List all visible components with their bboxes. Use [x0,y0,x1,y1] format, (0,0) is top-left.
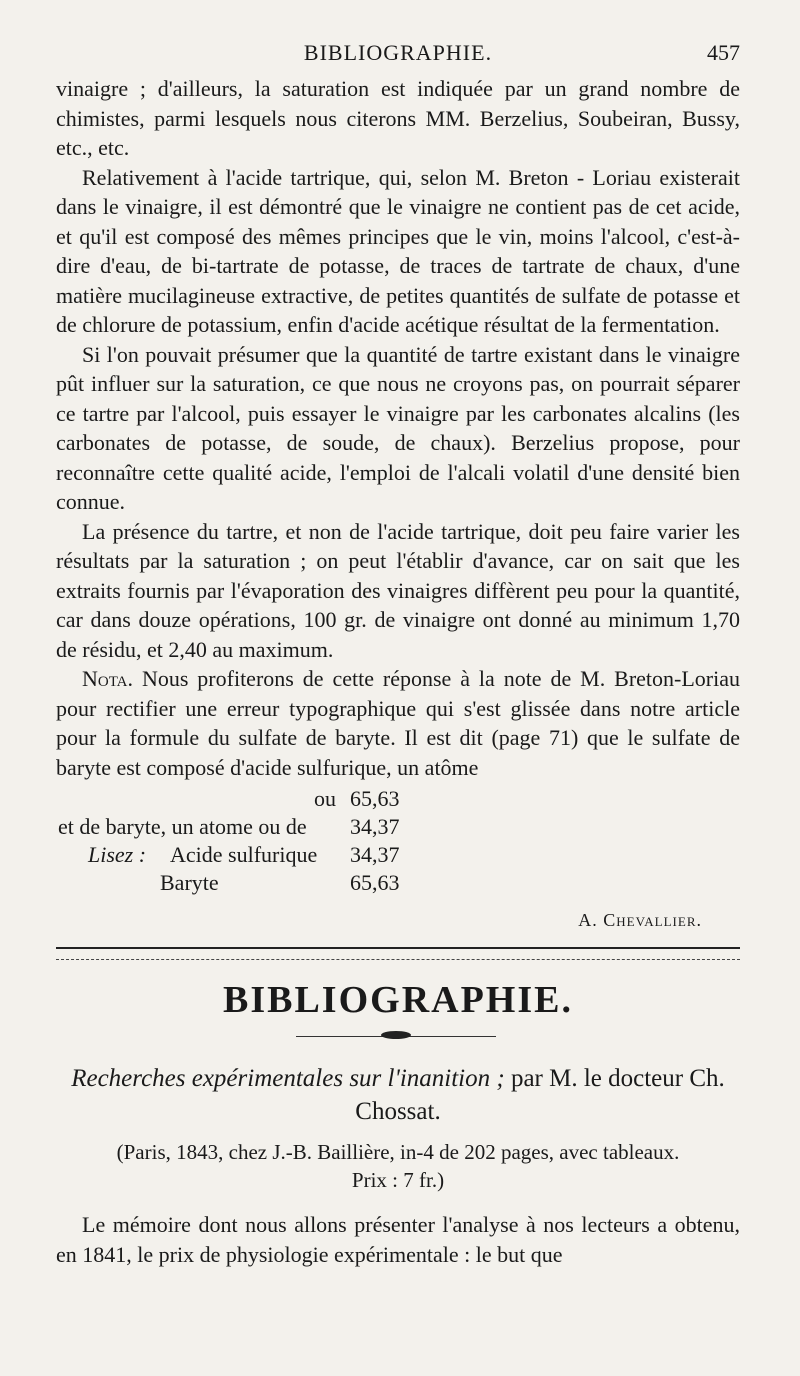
document-page [56,34,740,1269]
nota-label: Nota. [82,666,134,691]
publication-info: (Paris, 1843, chez J.-B. Baillière, in-4 de 202 pages, avec tableaux. [116,1140,680,1164]
paragraph-continuation: vinaigre ; d'ailleurs, la saturation est indiquée par un grand nombre de chimistes, parmi lesquels nous citerons MM. Berzelius, Soubeiran, Bussy, etc., etc. [56,76,740,160]
paragraph-saturation: Si l'on pouvait présumer que la quantité de tartre existant dans le vinaigre pût influer sur la saturation, ce que nous ne croyons pas, on pourrait séparer ce tartre par l'alcool, puis essayer le vinaigre par les carbonates alcalins (les carbonates de potasse, de soude, de chaux). Berzelius propose, pour reconnaître cette qualité acide, l'emploi de l'alcali volatil d'une densité bien connue. [56,341,740,514]
paragraph-intro: Le mémoire dont nous allons présenter l'analyse à nos lecteurs a obtenu, en 1841, le prix de physiologie expérimentale : le but que [56,1212,740,1267]
paragraph-tartaric-acid: Relativement à l'acide tartrique, qui, selon M. Breton - Loriau existerait dans le vinaigre, il est démontré que le vinaigre ne contient pas de cet acide, et qu'il est composé des mêmes principes que le vin, moins l'alcool, c'est-à-dire d'eau, de bi-tartrate de potasse, de traces de tartrate de chaux, d'une matière mucilagineuse extractive, de petites quantités de sulfate de potasse et de chlorure de potassium, enfin d'acide acétique résultat de la fermentation. [56,164,740,337]
lisez-label: Lisez : [88,842,147,867]
formula-value-1: 65,63 [350,786,400,811]
nota-text: Nous profiterons de cette réponse à la note de M. Breton-Loriau pour rectifier une erreur typographique qui s'est glissée dans notre article pour la formule du sulfate de baryte. Il est dit (page 71) que le sulfate de baryte est composé d'acide sulfurique, un atôme [56,666,740,780]
section-divider [56,947,740,960]
lisez-item-baryte: Baryte [160,870,219,895]
paragraph-tartre-presence: La présence du tartre, et non de l'acide tartrique, doit peu faire varier les résultats par la saturation ; on peut l'établir d'avance, car on sait que les extraits fournis par l'évaporation des vinaigres diffèrent peu pour la quantité, car dans douze opérations, 100 gr. de vinaigre ont donné au minimum 1,70 de résidu, et 2,40 au maximum. [56,518,740,662]
ornament-dot [381,1031,411,1039]
page-number: 457 [707,40,740,65]
running-head [56,34,740,74]
ornament-rule [56,1028,740,1046]
paragraph-nota [56,664,740,782]
book-title [56,1062,740,1128]
section-heading: BIBLIOGRAPHIE. [222,979,574,1021]
formula-block [56,784,740,904]
book-title-author: par M. le docteur Ch. Chossat. [355,1065,725,1125]
lisez-value-acid: 34,37 [350,842,400,867]
formula-ou: ou [314,786,336,811]
running-title: BIBLIOGRAPHIE. [303,40,493,65]
lisez-item-acid: Acide sulfurique [170,842,318,867]
price: Prix : 7 fr.) [351,1168,445,1192]
lisez-value-baryte: 65,63 [350,870,400,895]
book-title-italic: Recherches expérimentales sur l'inanition ; [71,1065,505,1092]
formula-baryte-line: et de baryte, un atome ou de [58,814,307,839]
formula-value-2: 34,37 [350,814,400,839]
author-signature: A. Chevallier. [578,910,702,930]
